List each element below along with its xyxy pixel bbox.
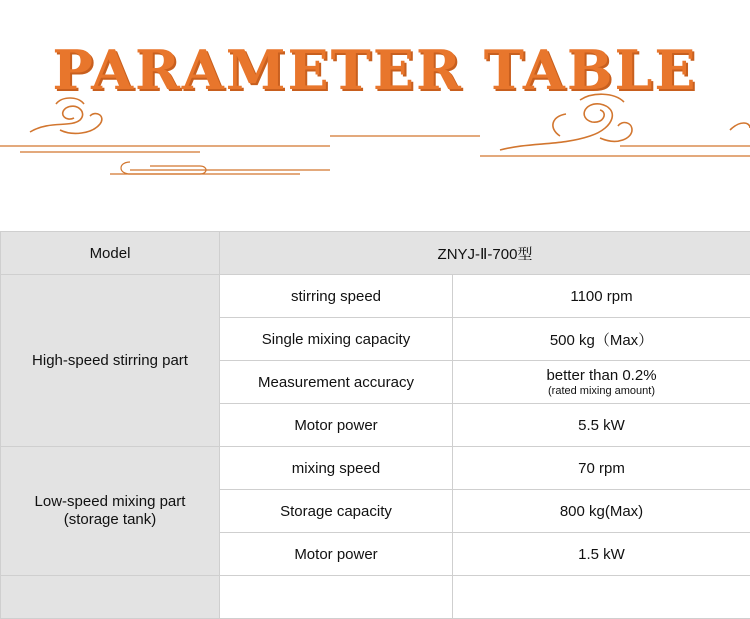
param-value: 5.5 kW <box>453 404 750 447</box>
page-title: PARAMETER TABLE <box>0 38 750 102</box>
section-label-high-speed: High-speed stirring part <box>1 275 220 447</box>
param-name: Motor power <box>220 404 453 447</box>
cloud-ornament <box>0 90 750 190</box>
param-name: Storage capacity <box>220 490 453 533</box>
param-value: 500 kg（Max） <box>453 318 750 361</box>
param-value: 800 kg(Max) <box>453 490 750 533</box>
param-name: mixing speed <box>220 447 453 490</box>
param-name: Single mixing capacity <box>220 318 453 361</box>
table-row <box>1 232 750 275</box>
param-value: better than 0.2% <box>457 367 746 385</box>
param-name: Measurement accuracy <box>220 361 453 404</box>
table-row <box>1 576 750 619</box>
param-value: 1.5 kW <box>453 533 750 576</box>
empty-cell <box>453 576 750 619</box>
param-value-cell <box>453 361 750 404</box>
table-row <box>1 275 750 318</box>
section-label-line: Low-speed mixing part <box>5 493 215 511</box>
empty-cell <box>1 576 220 619</box>
parameter-table <box>0 231 750 619</box>
param-value: 1100 rpm <box>453 275 750 318</box>
model-value: ZNYJ-Ⅱ-700型 <box>220 232 750 275</box>
section-label-line: (storage tank) <box>5 511 215 529</box>
param-value: 70 rpm <box>453 447 750 490</box>
param-name: Motor power <box>220 533 453 576</box>
table-row <box>1 447 750 490</box>
empty-cell <box>220 576 453 619</box>
title-banner <box>0 0 750 230</box>
section-label-low-speed <box>1 447 220 576</box>
param-note: (rated mixing amount) <box>457 385 746 398</box>
model-label: Model <box>1 232 220 275</box>
param-name: stirring speed <box>220 275 453 318</box>
